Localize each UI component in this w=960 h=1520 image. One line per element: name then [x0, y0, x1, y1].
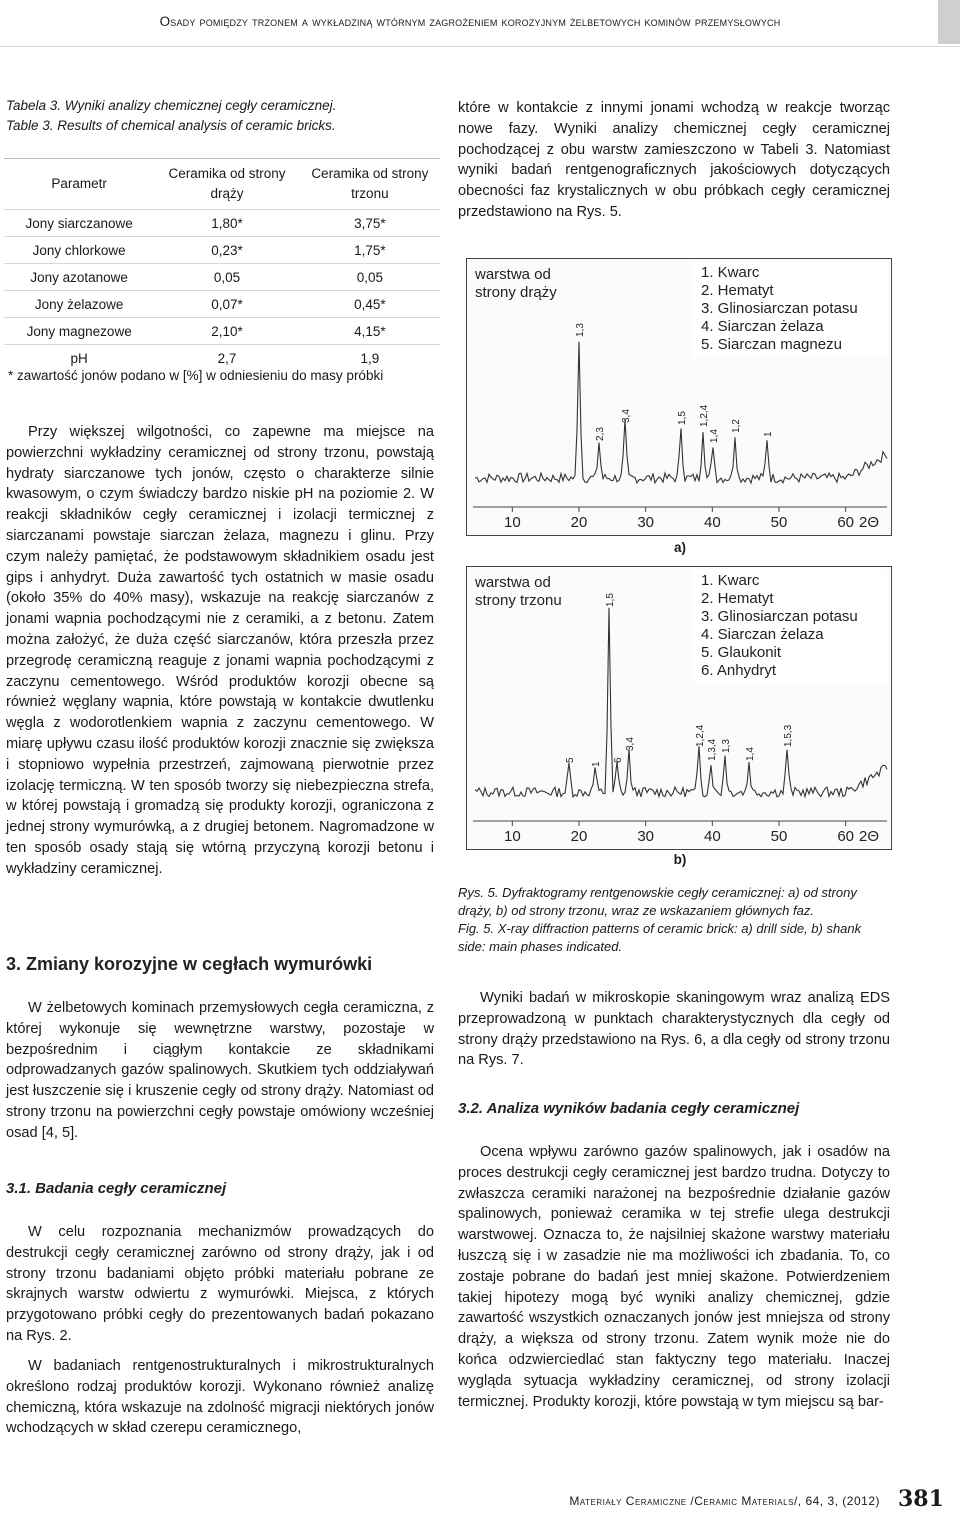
- legend-entry: 5. Glaukonit: [701, 644, 782, 661]
- x-tick-label: 10: [503, 514, 521, 531]
- page-corner-tab: [938, 0, 960, 44]
- legend: [693, 569, 887, 683]
- peak-label: 1,5: [677, 411, 688, 425]
- xrd-panel-b: [466, 566, 892, 850]
- paragraph-text: W badaniach rentgenostrukturalnych i mikrostrukturalnych określono rodzaj produktów korozji. Wykonano również analizę chemiczną, która wskazuje na zdolność migracji niektórych jonów wchodzących w skład czerepu ceramicznego,: [6, 1358, 434, 1437]
- legend-entry: 5. Siarczan magnezu: [701, 336, 842, 353]
- section-3-heading: 3. Zmiany korozyjne w cegłach wymurówki: [6, 954, 373, 974]
- table-cell: 4,15*: [354, 323, 386, 339]
- x-axis-ticks: [473, 507, 887, 531]
- table-header-row: [4, 159, 440, 210]
- paragraph-text: W celu rozpoznania mechanizmów prowadzących do destrukcji cegły ceramicznej zarówno od strony drąży, jak i od strony trzonu badaniami objęto próbki materiału pobrane ze skrajnych warstw odwiertu z wymurówki. Miejsca, z których przygotowano próbki cegły do prezentowanych badań pokazano na Rys. 2.: [6, 1224, 434, 1344]
- table-caption-pl: Tabela 3. Wyniki analizy chemicznej cegły ceramicznej.: [6, 98, 337, 113]
- legend: [693, 261, 887, 357]
- peak-label: 1,3: [721, 739, 732, 753]
- paragraph-text: Ocena wpływu zarówno gazów spalinowych, jak i osadów na proces destrukcji cegły ceramicznej jest bardzo trudna. Dotyczy to zwłaszcza ceramiki narażonej na bezpośrednie działanie gazów spalinowych, ponieważ ceramika w tej strefie ulega destrukcji warstwowej. Oznacza to, że najsilniej skażone warstwy materiału łuszczą się i w zasadzie nie ma możliwości ich zbadania. To, co zostaje pobrane do badań jest mniej skażone. Potwierdzeniem takiej hipotezy mogą być wyniki analizy chemicznej, gdzie zawartość wszystkich oznaczanych jonów jest mniejsza od strony drąży, a większa od strony trzonu. Zatem wynik może nie do końca odzwierciedlać stan faktyczny tego materiału. Inaczej wygląda sytuacja wykładziny ceramicznej, od strony izolacji termicznej. Produkty korozji, które powstają w tym miejscu są bar-: [458, 1144, 890, 1410]
- figure-caption: [458, 884, 890, 956]
- table-cell: 0,23*: [211, 242, 243, 258]
- legend-entry: 6. Anhydryt: [701, 662, 777, 679]
- legend-entry: 4. Siarczan żelaza: [701, 626, 824, 643]
- x-tick-label: 10: [503, 828, 521, 845]
- table-row: [4, 210, 440, 237]
- legend-entry: 1. Kwarc: [701, 572, 760, 589]
- xrd-panel-a: [466, 258, 892, 536]
- x-tick-label: 50: [770, 514, 788, 531]
- table-cell: 1,75*: [354, 242, 386, 258]
- figure-caption-en: Fig. 5. X-ray diffraction patterns of ceramic brick: a) drill side, b) shank side: main phases indicated.: [458, 921, 862, 954]
- x-tick-label: 40: [703, 828, 721, 845]
- x-tick-label: 20: [570, 514, 588, 531]
- table-row: [4, 264, 440, 291]
- legend-entry: 4. Siarczan żelaza: [701, 318, 824, 335]
- section-3-1-heading: 3.1. Badania cegły ceramicznej: [6, 1180, 227, 1197]
- peak-label: 6: [613, 757, 624, 763]
- running-header: Osady pomiędzy trzonem a wykładziną wtórnym zagrożeniem korozyjnym żelbetowych kominów przemysłowych: [159, 14, 781, 29]
- peak-label: 5: [565, 757, 576, 763]
- peak-label: 1,2,4: [699, 404, 710, 427]
- x-tick-label: 30: [637, 514, 655, 531]
- table-cell: 3,75*: [354, 215, 386, 231]
- table-cell: pH: [70, 350, 88, 366]
- x-axis-unit: 2Θ: [859, 828, 880, 845]
- table-row: [4, 237, 440, 264]
- table-header-cell: Parametr: [51, 176, 107, 191]
- header-divider: [0, 46, 960, 47]
- peak-label: 3,4: [625, 737, 636, 751]
- paragraph-text: Przy większej wilgotności, co zapewne ma miejsce na powierzchni wykładziny ceramicznej od strony trzonu, powstają hydraty siarczanowe tych jonów, często o charakterze silnie kwasowym, o czym świadczy bardzo niskie pH na poziomie 2. W reakcji składników cegły ceramicznej i izolacji termicznej z siarczanami powstaje siarczan żelaza, magnezu i glinu. Przy czym należy pamiętać, że podstawowym składnikiem osadu jest gips i anhydryt. Duża zawartość tych ostatnich w masie osadu (około 35% do 40% masy), wskazuje na reakcję siarczanów z jonami wapnia pochodzącymi nie z ceramiki, a z betonu. Zatem można założyć, że duża część siarczanów, która przeszła przez przegrodę ceramiczną reaguje z jonami wapnia pochodzącymi z zaczynu cementowego. Wśród produktów korozji obecne są również węglany wapnia, które powstają w kontakcie dwutlenku węgla z wodorotlenkiem wapnia z zaczynu cementowego. W miarę upływu czasu ilość produktów korozji znacznie się zwiększa i stopniowo wypełnia przestrzeń, zajmowaną pierwotnie przez izolację termiczną. W ten sposób tworzy się niebezpieczna strefa, w której powstają i gromadzą się produkty korozji, ograniczona z jednej strony wymurówką, a z drugiej betonem. Nagromadzone w ten sposób osady stają się wtórną przyczyną korozji betonu i wykładziny ceramicznej.: [6, 424, 434, 877]
- table-cell: 0,05: [356, 269, 383, 285]
- peak-label: 1,3,4: [707, 738, 718, 761]
- x-tick-label: 60: [837, 514, 855, 531]
- peak-label: 1,4: [709, 429, 720, 443]
- right-top-paragraph: [458, 98, 890, 223]
- table-cell: 2,10*: [211, 323, 243, 339]
- table-header-cell: Ceramika od strony drąży: [168, 166, 286, 201]
- table-cell: Jony magnezowe: [26, 323, 132, 339]
- peak-label: 2,3: [595, 427, 606, 441]
- x-axis-ticks: [473, 821, 887, 845]
- section-3-1-paragraph-1: [6, 1222, 434, 1347]
- legend-entry: 3. Glinosiarczan potasu: [701, 300, 858, 317]
- table-caption-en: Table 3. Results of chemical analysis of ceramic bricks.: [6, 118, 336, 133]
- panel-side-label-line1: warstwa od: [475, 574, 551, 591]
- peak-label: 1,2: [731, 419, 742, 433]
- peak-label: 1: [591, 761, 602, 767]
- table-cell: Jony siarczanowe: [25, 215, 133, 231]
- x-axis-unit: 2Θ: [859, 514, 880, 531]
- table-cell: Jony azotanowe: [30, 269, 128, 285]
- peak-label: 1,4: [745, 747, 756, 761]
- table-header-cell: Ceramika od strony trzonu: [311, 166, 429, 201]
- journal-footer: Materiały Ceramiczne /Ceramic Materials/, 64, 3, (2012): [569, 1494, 880, 1508]
- legend-entry: 3. Glinosiarczan potasu: [701, 608, 858, 625]
- paragraph-text: Wyniki badań w mikroskopie skaningowym wraz analizą EDS przeprowadzoną w punktach charakterystycznych dla cegły od strony drąży przedstawiono na Rys. 6, a dla cegły od strony trzonu na Rys. 7.: [458, 990, 890, 1069]
- panel-side-label-line2: strony trzonu: [475, 592, 562, 609]
- table-row: [4, 318, 440, 345]
- table-cell: 1,9: [360, 350, 380, 366]
- table-cell: 2,7: [217, 350, 237, 366]
- peak-label: 1,5: [605, 593, 616, 607]
- peak-label: 1,5,3: [783, 724, 794, 747]
- legend-entry: 2. Hematyt: [701, 282, 774, 299]
- x-tick-label: 50: [770, 828, 788, 845]
- paragraph-text: W żelbetowych kominach przemysłowych cegła ceramiczna, z której wykonuje się wewnętrzne warstwy, pozostaje w bezpośrednim i ciągłym kontakcie ze składnikami odprowadzanych gazów spalinowych. Skutkiem tych oddziaływań jest łuszczenie się i kruszenie cegły od strony drąży. Natomiast od strony trzonu na powierzchni cegły powstaje omówiony wcześniej osad [4, 5].: [6, 1000, 434, 1141]
- table-row: [4, 291, 440, 318]
- x-tick-label: 60: [837, 828, 855, 845]
- section-3-2-heading: 3.2. Analiza wyników badania cegły ceramicznej: [458, 1100, 800, 1117]
- peak-label: 3,4: [621, 409, 632, 423]
- table-cell: Jony chlorkowe: [32, 242, 126, 258]
- xrd-diffractogram-b: [467, 567, 891, 849]
- table-cell: 0,07*: [211, 296, 243, 312]
- panel-a-label: a): [673, 540, 686, 555]
- legend-entry: 1. Kwarc: [701, 264, 760, 281]
- panel-side-label-line1: warstwa od: [475, 266, 551, 283]
- x-tick-label: 20: [570, 828, 588, 845]
- legend-entry: 2. Hematyt: [701, 590, 774, 607]
- left-body-paragraph: [6, 422, 434, 880]
- x-tick-label: 30: [637, 828, 655, 845]
- x-tick-label: 40: [703, 514, 721, 531]
- panel-side-label-line2: strony drąży: [475, 284, 557, 301]
- peak-label: 1,2,4: [695, 724, 706, 747]
- sem-paragraph: [458, 988, 890, 1071]
- page-number: 381: [898, 1486, 944, 1512]
- section-3-2-paragraph: [458, 1142, 890, 1412]
- table-cell: 1,80*: [211, 215, 243, 231]
- xrd-diffractogram-a: [467, 259, 891, 535]
- figure-caption-pl: Rys. 5. Dyfraktogramy rentgenowskie cegły ceramicznej: a) od strony drąży, b) od strony trzonu, wraz ze wskazaniem głównych faz.: [458, 885, 857, 918]
- paragraph-text: które w kontakcie z innymi jonami wchodzą w reakcje tworząc nowe fazy. Wyniki analizy chemicznej cegły ceramicznej pochodzącej z obu warstw zamieszczono w Tabeli 3. Natomiast wyniki badań rentgenograficznych jakościowych dotyczących obecności faz krystalicznych w obu próbkach cegły ceramicznej przedstawiono na Rys. 5.: [458, 100, 890, 220]
- panel-b-label: b): [673, 852, 687, 867]
- table-cell: 0,45*: [354, 296, 386, 312]
- section-3-1-paragraph-2: [6, 1356, 434, 1439]
- chemical-analysis-table: [4, 158, 440, 371]
- table-footnote: * zawartość jonów podano w [%] w odniesieniu do masy próbki: [8, 368, 384, 383]
- table-cell: 0,05: [213, 269, 241, 285]
- peak-label: 1,3: [575, 323, 586, 337]
- table-cell: Jony żelazowe: [34, 296, 124, 312]
- peak-label: 1: [763, 431, 774, 437]
- section-3-paragraph: [6, 998, 434, 1144]
